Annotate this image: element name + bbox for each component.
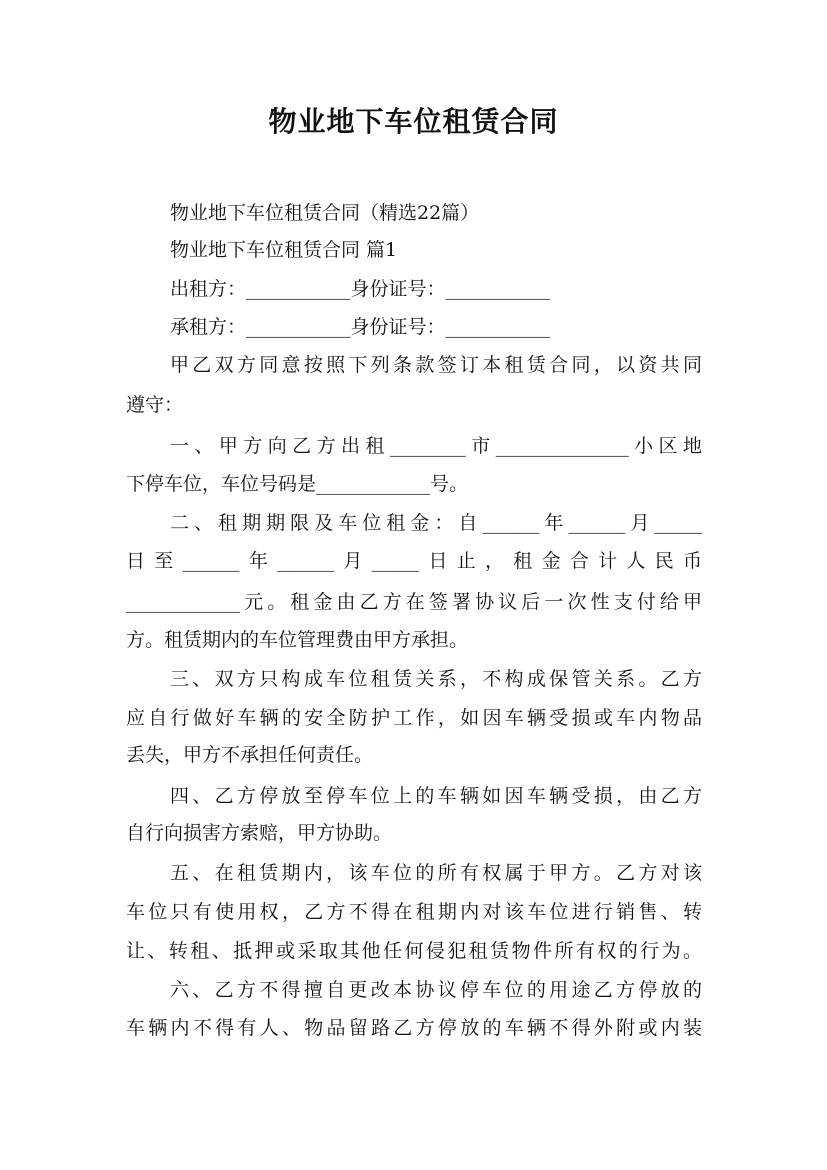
text-line: 物业地下车位租赁合同（精选22篇）: [170, 202, 480, 224]
text-line: 丢失，甲方不承担任何责任。: [126, 744, 374, 766]
text-line: 六、乙方不得擅自更改本协议停车位的用途乙方停放的: [170, 979, 702, 1001]
text-line: 下停车位，车位号码是____________号。: [126, 473, 469, 495]
text-line: 出租方：___________身份证号：___________: [170, 278, 551, 300]
text-line: 日至______年______月_____日止，租金合计人民币: [126, 550, 702, 572]
text-line: 让、转租、抵押或采取其他任何侵犯租赁物件所有权的行为。: [126, 940, 702, 962]
text-line: 方。租赁期内的车位管理费由甲方承担。: [126, 629, 469, 651]
text-line: 应自行做好车辆的安全防护工作，如因车辆受损或车内物品: [126, 707, 702, 729]
text-line: 五、在租赁期内，该车位的所有权属于甲方。乙方对该: [170, 862, 702, 884]
text-line: 物业地下车位租赁合同 篇1: [170, 239, 398, 261]
text-line: 遵守：: [126, 394, 184, 416]
text-line: 承租方：___________身份证号：___________: [170, 316, 551, 338]
document-title: 物业地下车位租赁合同: [268, 105, 559, 138]
text-line: ____________元。租金由乙方在签署协议后一次性支付给甲: [126, 591, 702, 613]
text-line: 一、甲方向乙方出租________市______________小区地: [170, 435, 702, 457]
text-line: 二、租期期限及车位租金：自______年______月_____: [170, 512, 702, 534]
text-line: 三、双方只构成车位租赁关系，不构成保管关系。乙方: [170, 668, 702, 690]
text-line: 甲乙双方同意按照下列条款签订本租赁合同，以资共同: [170, 354, 702, 376]
text-line: 车辆内不得有人、物品留路乙方停放的车辆不得外附或内装: [126, 1017, 702, 1039]
text-line: 自行向损害方索赔，甲方协助。: [126, 822, 393, 844]
text-line: 四、乙方停放至停车位上的车辆如因车辆受损，由乙方: [170, 785, 702, 807]
text-line: 车位只有使用权，乙方不得在租期内对该车位进行销售、转: [126, 901, 702, 923]
